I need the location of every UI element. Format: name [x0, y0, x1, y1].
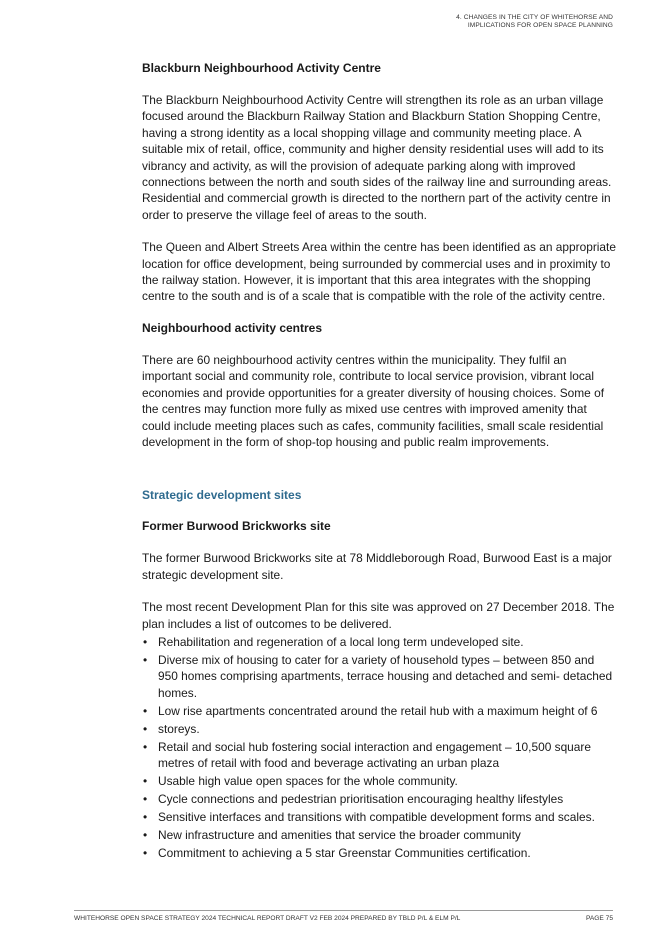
list-item — [142, 773, 617, 789]
footer-document-info: WHITEHORSE OPEN SPACE STRATEGY 2024 TECHNICAL REPORT DRAFT V2 FEB 2024 PREPARED BY TBLD P/L & ELM P/L — [74, 915, 461, 922]
bullet-icon: • — [143, 792, 148, 807]
list-item-text: Rehabilitation and regeneration of a local long term undeveloped site. — [158, 634, 524, 649]
list-item — [142, 739, 617, 772]
list-item-text: Commitment to achieving a 5 star Greenstar Communities certification. — [158, 846, 531, 861]
list-item — [142, 791, 617, 807]
blackburn-paragraph-1: The Blackburn Neighbourhood Activity Centre will strengthen its role as an urban village focused around the Blackburn Railway Station and Blackburn Station Shopping Centre, having a strong identity as a local shopping village and community meeting place. A suitable mix of retail, office, community and higher density residential uses will add to its vibrancy and activity, as will the provision of adequate parking along with improved connections between the north and south sides of the railway line and surrounding areas. Residential and commercial growth is directed to the northern part of the activity centre in order to preserve the village feel of areas to the south. — [142, 93, 612, 222]
list-item-text: Usable high value open spaces for the whole community. — [158, 774, 458, 789]
footer-divider — [74, 910, 613, 911]
bullet-icon: • — [143, 703, 148, 718]
neighbourhood-heading: Neighbourhood activity centres — [142, 320, 323, 335]
list-item — [142, 703, 617, 719]
page-number: PAGE 75 — [586, 915, 613, 922]
bullet-icon: • — [143, 774, 148, 789]
page-content — [142, 60, 617, 863]
running-header — [456, 14, 613, 30]
running-header-line-1: 4. CHANGES IN THE CITY OF WHITEHORSE AND — [456, 14, 613, 21]
list-item — [142, 634, 617, 650]
running-header-line-2: IMPLICATIONS FOR OPEN SPACE PLANNING — [467, 22, 613, 29]
list-item-text: Diverse mix of housing to cater for a variety of household types – between 850 and 950 homes comprising apartments, terrace housing and detached and semi- detached homes. — [158, 652, 613, 700]
list-item-text: storeys. — [158, 721, 200, 736]
bullet-icon: • — [143, 846, 148, 861]
page-footer — [74, 915, 613, 923]
bullet-icon: • — [143, 721, 148, 736]
list-item-text: Retail and social hub fostering social interaction and engagement – 10,500 square metres of retail with food and beverage activating an urban plaza — [158, 739, 591, 771]
list-item — [142, 827, 617, 843]
list-item — [142, 721, 617, 737]
list-item — [142, 845, 617, 861]
bullet-icon: • — [143, 810, 148, 825]
blackburn-heading: Blackburn Neighbourhood Activity Centre — [142, 61, 381, 75]
list-item-text: New infrastructure and amenities that service the broader community — [158, 828, 521, 843]
outcomes-list — [142, 634, 617, 862]
list-item-text: Cycle connections and pedestrian prioritisation encouraging healthy lifestyles — [158, 792, 564, 807]
burwood-paragraph-2: The most recent Development Plan for this site was approved on 27 December 2018. The plan includes a list of outcomes to be delivered. — [142, 600, 615, 631]
bullet-icon: • — [143, 652, 148, 667]
bullet-icon: • — [143, 828, 148, 843]
list-item-text: Sensitive interfaces and transitions with compatible development forms and scales. — [158, 810, 595, 825]
list-item — [142, 652, 617, 701]
list-item — [142, 809, 617, 825]
burwood-heading: Former Burwood Brickworks site — [142, 519, 331, 534]
bullet-icon: • — [143, 634, 148, 649]
bullet-icon: • — [143, 739, 148, 754]
strategic-sites-heading: Strategic development sites — [142, 488, 302, 503]
blackburn-paragraph-2: The Queen and Albert Streets Area within the centre has been identified as an appropriate location for office development, being surrounded by commercial uses and in proximity to the railway station. However, it is important that this area integrates with the shopping centre to the south and is of a scale that is compatible with the role of the activity centre. — [142, 240, 616, 304]
list-item-text: Low rise apartments concentrated around the retail hub with a maximum height of 6 — [158, 703, 598, 718]
neighbourhood-paragraph: There are 60 neighbourhood activity centres within the municipality. They fulfil an important social and community role, contribute to local service provision, vibrant local economies and provide opportunities for a greater diversity of housing choices. Some of the centres may function more fully as mixed use centres with improved amenity that could include meeting places such as cafes, community facilities, small scale residential development in the form of shop-top housing and public realm improvements. — [142, 352, 605, 449]
burwood-paragraph-1: The former Burwood Brickworks site at 78 Middleborough Road, Burwood East is a major strategic development site. — [142, 551, 612, 582]
